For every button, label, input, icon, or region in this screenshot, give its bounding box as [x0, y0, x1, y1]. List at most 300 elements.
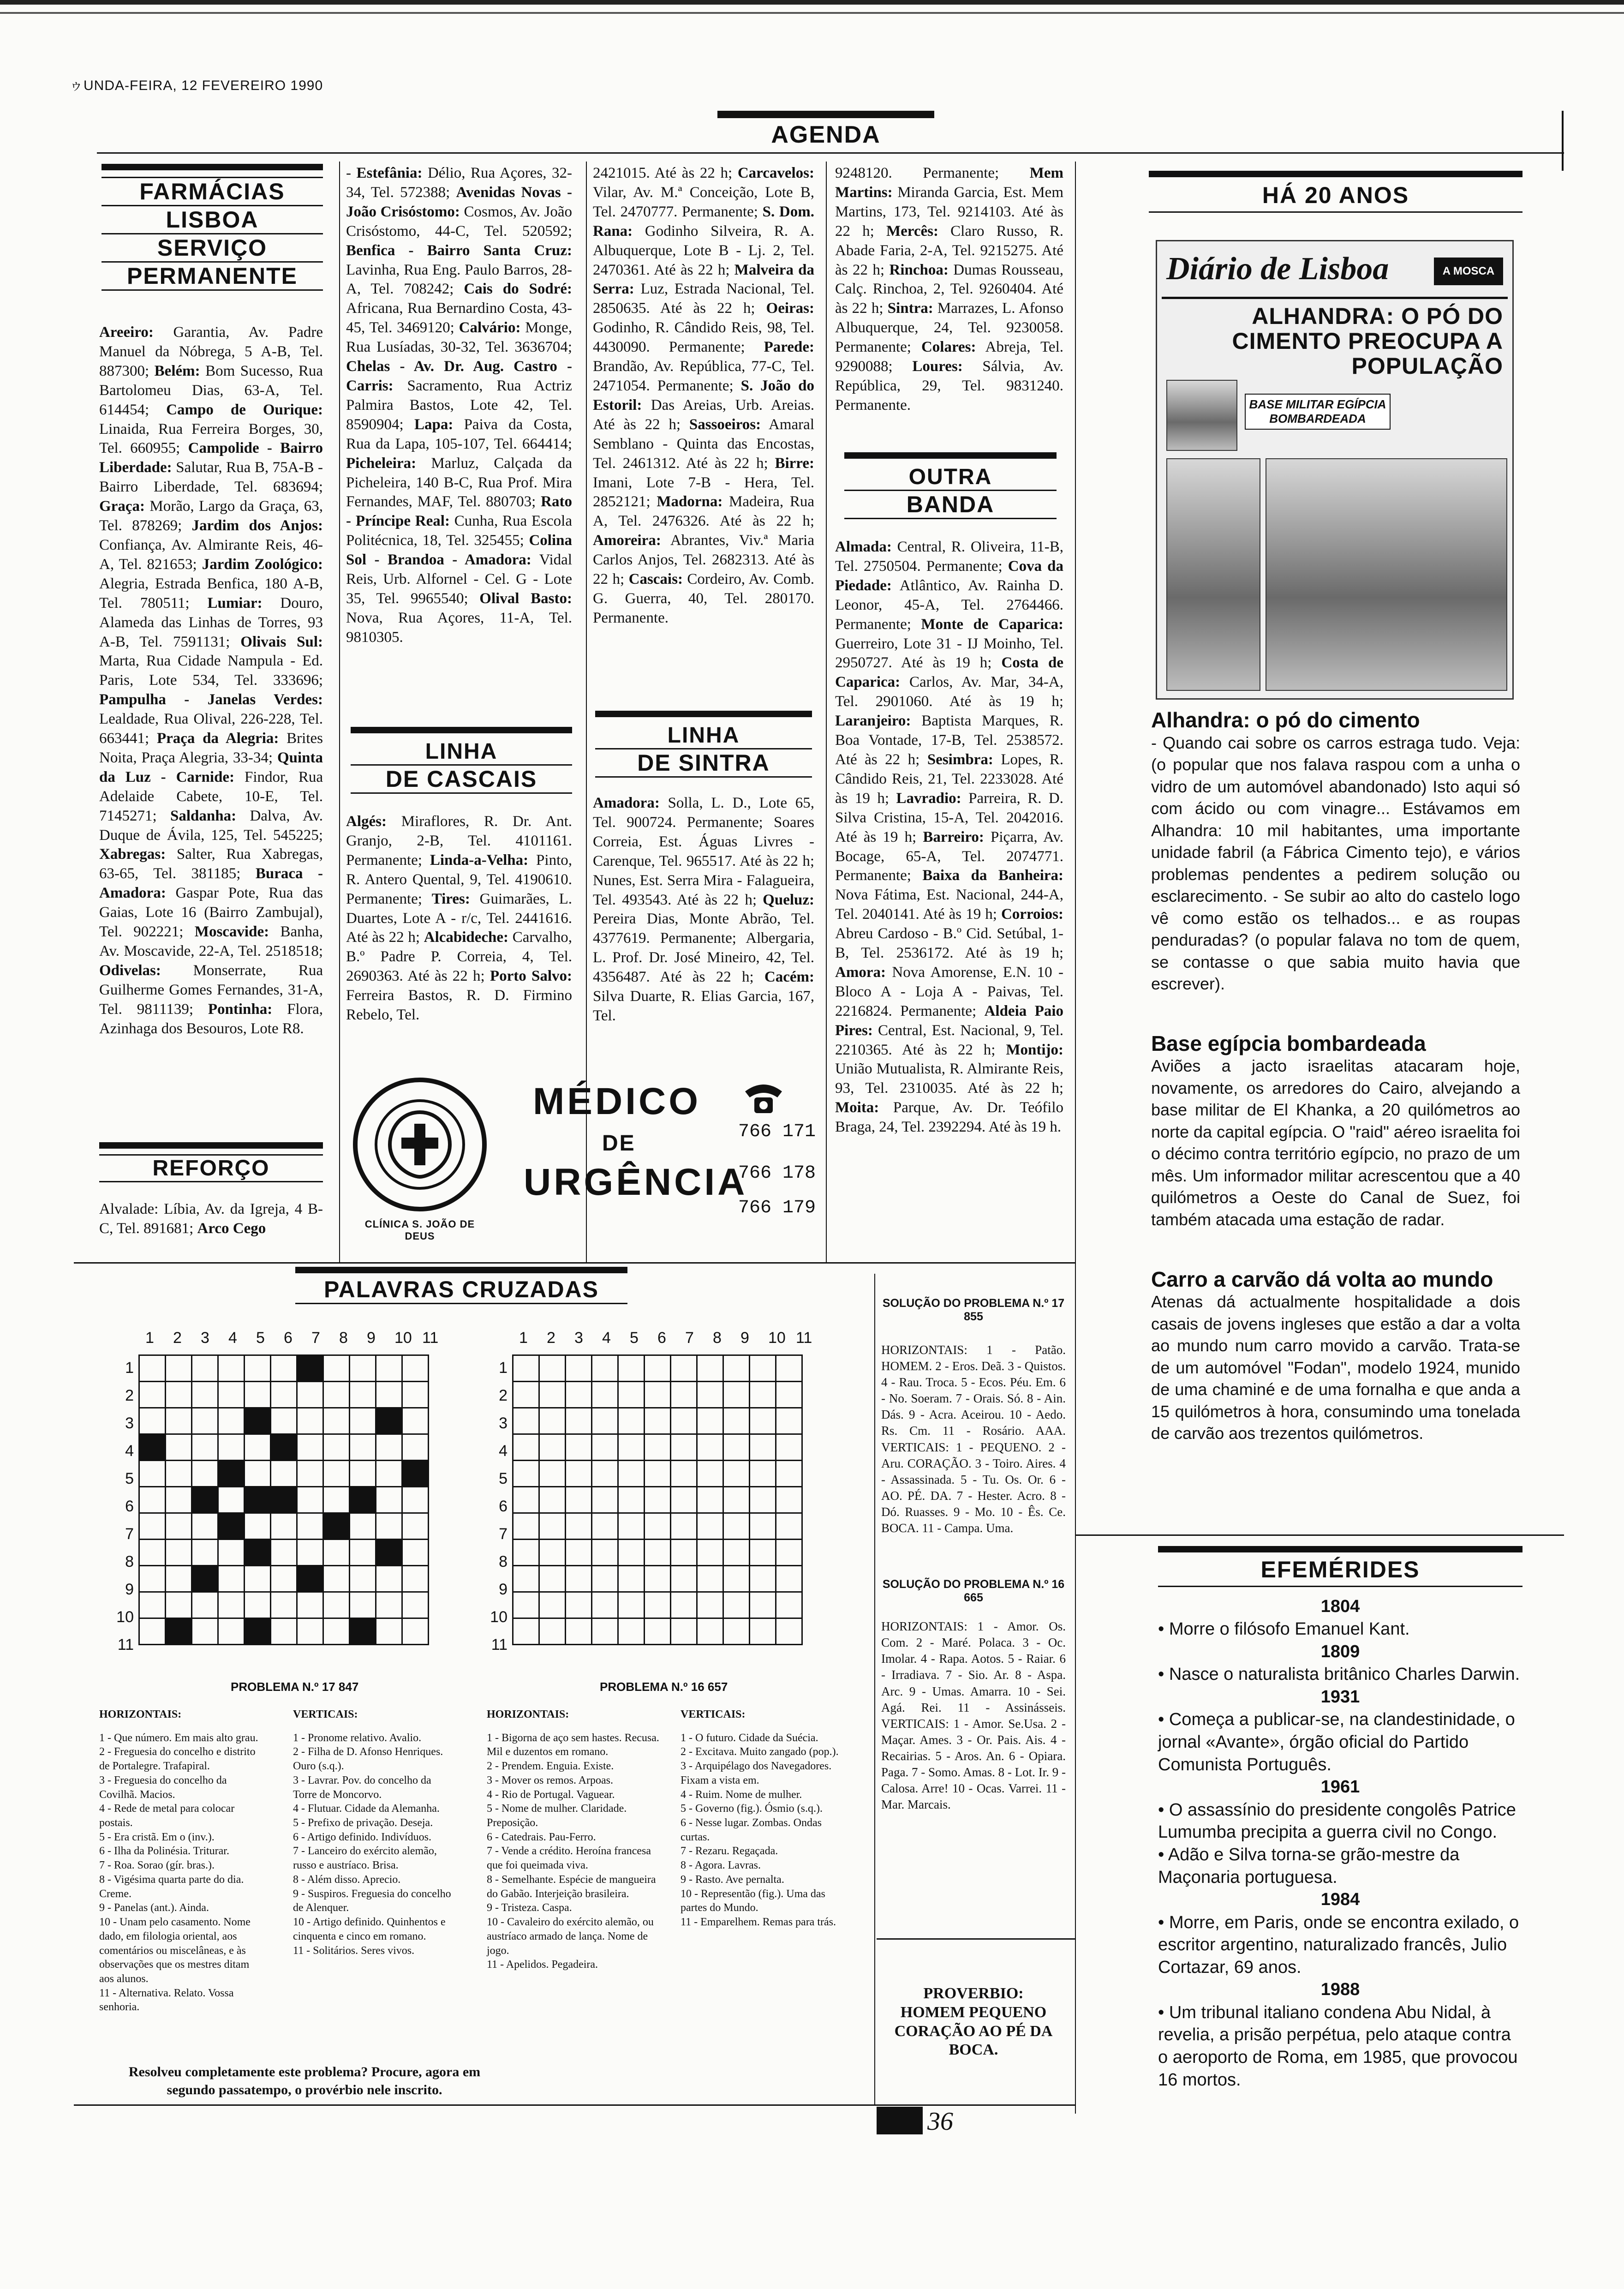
grid-cell[interactable]: [723, 1461, 750, 1487]
grid-cell[interactable]: [350, 1592, 376, 1618]
grid-cell[interactable]: [323, 1382, 350, 1408]
grid-cell[interactable]: [592, 1592, 618, 1618]
clinica-logo-text: CLÍNICA S. JOÃO DE DEUS: [364, 1218, 475, 1242]
grid-cell[interactable]: [192, 1540, 218, 1566]
grid-cell[interactable]: [697, 1566, 723, 1592]
grid-cell[interactable]: [750, 1540, 776, 1566]
farmacias-col2: - Estefânia: Délio, Rua Açores, 32-34, Tel. 572388; Avenidas Novas - João Crisóstomo: Cosmos, Av. João Crisóstomo, 44-C, Tel. 520592; Benfica - Bairro Santa Cruz: Lavinha, Rua Eng. Paulo Barros, 28-A, Tel. 708242; Cais do Sodré: Africana, Rua Bernardino Costa, 43-45, Tel. 3469120; Calvário: Monge, Rua Lusíadas, 30-32, Tel. 3636704; Chelas - Av. Dr. Aug. Castro - Carris: Sacramento, Rua Actriz Palmira Bastos, Lote 42, Tel. 8590904; Lapa: Paiva da Costa, Rua da Lapa, 105-107, Tel. 664414; Picheleira: Marluz, Calçada da Picheleira, 140 B-C, Rua Prof. Mira Fernandes, MAF, Tel. 880703; Rato - Príncipe Real: Cunha, Rua Escola Politécnica, 18, Tel. 325455; Colina Sol - Brandoa - Amadora: Vidal Reis, Urb. Alfornel - Cel. G - Lote 35, Tel. 9965540; Olival Basto: Nova, Rua Açores, 11-A, Tel. 9810305.: [346, 165, 572, 646]
grid-cell[interactable]: [671, 1382, 697, 1408]
grid-cell[interactable]: [218, 1487, 245, 1513]
grid-cell[interactable]: [218, 1382, 245, 1408]
grid-cell[interactable]: [645, 1592, 671, 1618]
grid-row-number: 8: [125, 1553, 134, 1570]
grid-cell[interactable]: [139, 1618, 166, 1645]
efemeride-item: • Morre o filósofo Emanuel Kant.: [1158, 1619, 1410, 1639]
bottom-rule: [74, 2104, 1075, 2106]
efemeride-item: • Nasce o naturalista britânico Charles Darwin.: [1158, 1665, 1520, 1684]
grid-cell[interactable]: [671, 1434, 697, 1461]
grid-cell[interactable]: [192, 1382, 218, 1408]
grid-cell[interactable]: [776, 1382, 802, 1408]
col-sep-3: [826, 162, 827, 1262]
grid-cell[interactable]: [139, 1355, 166, 1382]
grid-col-number: 6: [657, 1329, 666, 1347]
clues-p2-horizontal: HORIZONTAIS: 1 - Bigorna de aço sem hastes. Recusa. Mil e duzentos em romano. 2 - Prendem. Enguia. Existe. 3 - Mover os remos. Arpoas. 4 - Rio de Portugal. Vaguear. 5 - Nome de mulher. Claridade. Preposição. 6 - Catedrais. Pau-Ferro. 7 - Vende a crédito. Heroína francesa que foi queimada viva. 8 - Semelhante. Espécie de mangueira do Gabão. Interjeição brasileira. 9 - Tristeza. Caspa. 10 - Cavaleiro do exército alemão, ou austríaco armado de lança. Nome de jogo. 11 - Apelidos. Pegadeira.: [487, 1708, 659, 1971]
grid-cell[interactable]: [376, 1434, 402, 1461]
efemeride-item: • O assassínio do presidente congolês Patrice Lumumba precipita a guerra civil no Congo.: [1158, 1800, 1516, 1842]
grid-cell[interactable]: [592, 1382, 618, 1408]
grid-row: [139, 1487, 429, 1513]
grid-cell[interactable]: [513, 1434, 539, 1461]
grid-row: [139, 1540, 429, 1566]
grid-cell[interactable]: [697, 1461, 723, 1487]
grid-cell[interactable]: [297, 1382, 323, 1408]
grid-cell[interactable]: [697, 1592, 723, 1618]
grid-cell[interactable]: [539, 1566, 566, 1592]
efemeride-year: 1931: [1320, 1687, 1360, 1707]
grid-cell[interactable]: [192, 1618, 218, 1645]
grid-cell[interactable]: [592, 1513, 618, 1540]
grid-cell[interactable]: [218, 1355, 245, 1382]
grid-cell[interactable]: [671, 1618, 697, 1645]
efemeride-item: • Um tribunal italiano condena Abu Nidal, à revelia, a prisão perpétua, pelo ataque contra o aeroporto de Roma, em 1985, que provocou 16 mortos.: [1158, 2002, 1518, 2090]
grid-cell[interactable]: [539, 1355, 566, 1382]
grid-cell[interactable]: [618, 1434, 645, 1461]
grid-cell[interactable]: [671, 1513, 697, 1540]
grid-cell[interactable]: [376, 1461, 402, 1487]
grid-cell[interactable]: [539, 1618, 566, 1645]
grid-cell[interactable]: [566, 1461, 592, 1487]
grid-cell[interactable]: [323, 1618, 350, 1645]
grid-cell[interactable]: [271, 1592, 297, 1618]
grid-col-number: 5: [630, 1329, 639, 1347]
grid-cell[interactable]: [566, 1566, 592, 1592]
grid-cell[interactable]: [323, 1434, 350, 1461]
grid-cell[interactable]: [297, 1487, 323, 1513]
grid-cell[interactable]: [245, 1461, 271, 1487]
grid-cell[interactable]: [166, 1382, 192, 1408]
grid-cell[interactable]: [271, 1461, 297, 1487]
grid-cell[interactable]: [618, 1355, 645, 1382]
newspaper-tag: A MOSCA: [1434, 258, 1503, 285]
grid-cell[interactable]: [297, 1434, 323, 1461]
grid-col-number: 10: [394, 1329, 412, 1347]
grid-cell[interactable]: [671, 1408, 697, 1434]
grid-cell[interactable]: [723, 1592, 750, 1618]
grid-row-number: 4: [125, 1442, 134, 1460]
grid-cell[interactable]: [566, 1592, 592, 1618]
grid-cell[interactable]: [671, 1355, 697, 1382]
grid-cell[interactable]: [376, 1487, 402, 1513]
grid-row: [513, 1487, 802, 1513]
grid-cell[interactable]: [618, 1408, 645, 1434]
heading-efemerides: EFEMÉRIDES: [1260, 1557, 1420, 1582]
grid-cell[interactable]: [402, 1540, 429, 1566]
grid-cell[interactable]: [350, 1434, 376, 1461]
grid-cell[interactable]: [297, 1540, 323, 1566]
article-body: Aviões a jacto israelitas atacaram hoje, novamente, os arredores do Cairo, alvejando a base militar de El Khanka, a 20 quilómetros ao norte da capital egípcia. O "raid" aéreo israelita foi o décimo contra território egípcio, no prazo de um mês. Um informador militar acrescentou que a 40 quilómetros a Oeste do Canal de Suez, foi também atacada uma estação de radar.: [1151, 1056, 1520, 1229]
grid-cell[interactable]: [376, 1566, 402, 1592]
grid-cell[interactable]: [592, 1540, 618, 1566]
grid-cell[interactable]: [750, 1487, 776, 1513]
grid-cell[interactable]: [218, 1566, 245, 1592]
clues-p2-vertical: VERTICAIS: 1 - O futuro. Cidade da Suécia. 2 - Excitava. Muito zangado (pop.). 3 - Arquipélago dos Navegadores. Fixam a vista em. 4 - Ruim. Nome de mulher. 5 - Governo (fig.). Ósmio (s.q.). 6 - Nesse lugar. Zombas. Ondas curtas. 7 - Rezaru. Regaçada. 8 - Agora. Lavras. 9 - Rasto. Ave pernalta. 10 - Representão (fig.). Uma das partes do Mundo. 11 - Emparelhem. Remas para trás.: [681, 1708, 839, 1929]
grid-cell[interactable]: [297, 1618, 323, 1645]
grid-cell[interactable]: [513, 1487, 539, 1513]
heading-linha-sintra-1: LINHA: [667, 723, 740, 748]
grid-cell[interactable]: [350, 1408, 376, 1434]
grid-cell[interactable]: [566, 1408, 592, 1434]
grid-cell[interactable]: [350, 1566, 376, 1592]
agenda-title: AGENDA: [771, 121, 881, 148]
grid-cell[interactable]: [723, 1566, 750, 1592]
grid-cell[interactable]: [139, 1408, 166, 1434]
grid-cell[interactable]: [723, 1540, 750, 1566]
grid-cell[interactable]: [350, 1513, 376, 1540]
grid-cell[interactable]: [776, 1461, 802, 1487]
grid-cell[interactable]: [645, 1434, 671, 1461]
grid-cell[interactable]: [592, 1355, 618, 1382]
grid-cell[interactable]: [402, 1434, 429, 1461]
grid-cell[interactable]: [723, 1513, 750, 1540]
grid-cell[interactable]: [376, 1618, 402, 1645]
grid-cell[interactable]: [350, 1355, 376, 1382]
grid-cell[interactable]: [776, 1355, 802, 1382]
grid-row: [139, 1382, 429, 1408]
medico-phone-1: 766 171: [738, 1121, 816, 1142]
grid-cell[interactable]: [645, 1408, 671, 1434]
grid-cell[interactable]: [776, 1592, 802, 1618]
grid-cell[interactable]: [645, 1487, 671, 1513]
grid-row-number: 4: [499, 1442, 508, 1460]
grid-cell[interactable]: [750, 1566, 776, 1592]
grid-cell[interactable]: [723, 1408, 750, 1434]
medico-phone-2: 766 178: [738, 1163, 816, 1184]
grid-row: [139, 1434, 429, 1461]
grid-row: [139, 1592, 429, 1618]
grid-cell[interactable]: [192, 1434, 218, 1461]
problem-2-label: PROBLEMA N.º 16 657: [600, 1680, 728, 1694]
grid-cell[interactable]: [166, 1487, 192, 1513]
grid-cell[interactable]: [750, 1408, 776, 1434]
grid-cell[interactable]: [402, 1408, 429, 1434]
grid-cell[interactable]: [671, 1540, 697, 1566]
grid-black-cell: [218, 1461, 245, 1487]
grid-cell[interactable]: [402, 1382, 429, 1408]
grid-cell[interactable]: [697, 1540, 723, 1566]
grid-cell[interactable]: [645, 1461, 671, 1487]
grid-cell[interactable]: [218, 1592, 245, 1618]
grid-cell[interactable]: [539, 1434, 566, 1461]
sintra-header: [595, 711, 812, 778]
grid-cell[interactable]: [271, 1618, 297, 1645]
grid-cell[interactable]: [645, 1566, 671, 1592]
grid-cell[interactable]: [618, 1566, 645, 1592]
agenda-bar: [717, 111, 934, 118]
grid-cell[interactable]: [139, 1566, 166, 1592]
grid-cell[interactable]: [566, 1382, 592, 1408]
grid-cell[interactable]: [323, 1487, 350, 1513]
grid-cell[interactable]: [323, 1592, 350, 1618]
telephone-icon: [743, 1080, 784, 1117]
grid-cell[interactable]: [402, 1513, 429, 1540]
grid-cell[interactable]: [350, 1461, 376, 1487]
grid-col-number: 3: [201, 1329, 209, 1347]
grid-row-number: 1: [125, 1359, 134, 1377]
grid-cell[interactable]: [513, 1566, 539, 1592]
grid-col-number: 6: [284, 1329, 293, 1347]
grid-cell[interactable]: [271, 1513, 297, 1540]
cascais-header: [351, 727, 572, 794]
grid-black-cell: [139, 1434, 166, 1461]
grid-cell[interactable]: [245, 1355, 271, 1382]
heading-lisboa: LISBOA: [102, 206, 323, 234]
grid-cell[interactable]: [376, 1355, 402, 1382]
heading-reforco: REFORÇO: [99, 1154, 323, 1182]
grid-black-cell: [297, 1355, 323, 1382]
grid-cell[interactable]: [723, 1487, 750, 1513]
grid-cell[interactable]: [323, 1408, 350, 1434]
grid-cell[interactable]: [139, 1487, 166, 1513]
grid-cell[interactable]: [513, 1618, 539, 1645]
grid-row: [139, 1566, 429, 1592]
grid-cell[interactable]: [166, 1408, 192, 1434]
grid-row-number: 5: [499, 1470, 508, 1487]
clues-p1-vertical: VERTICAIS: 1 - Pronome relativo. Avalio. 2 - Filha de D. Afonso Henriques. Ouro (s.q.). 3 - Lavrar. Pov. do concelho da Torre de Moncorvo. 4 - Flutuar. Cidade da Alemanha. 5 - Prefixo de privação. Deseja. 6 - Artigo definido. Indivíduos. 7 - Lanceiro do exército alemão, russo e austríaco. Brisa. 8 - Além disso. Aprecio. 9 - Suspiros. Freguesia do concelho de Alenquer. 10 - Artigo definido. Quinhentos e cinquenta e cinco em romano. 11 - Solitários. Seres vivos.: [293, 1708, 451, 1957]
grid-cell[interactable]: [139, 1382, 166, 1408]
cascais-text: Algés: Miraflores, R. Dr. Ant. Granjo, 2-B, Tel. 4101161. Permanente; Linda-a-Velha: Pinto, R. Antero Quental, 9, Tel. 4190610. Permanente; Tires: Guimarães, L. Duartes, Lote A - r/c, Tel. 2441616. Até às 22 h; Alcabideche: Carvalho, B.º Padre P. Correia, 4, Tel. 2690363. Até às 22 h; Porto Salvo: Ferreira Bastos, R. D. Firmino Rebelo, Tel.: [346, 813, 572, 1024]
grid-cell[interactable]: [297, 1592, 323, 1618]
grid-cell[interactable]: [645, 1355, 671, 1382]
grid-cell[interactable]: [566, 1540, 592, 1566]
grid-row-number: 6: [499, 1498, 508, 1515]
grid-cell[interactable]: [323, 1566, 350, 1592]
grid-cell[interactable]: [402, 1566, 429, 1592]
grid-cell[interactable]: [539, 1408, 566, 1434]
grid-cell[interactable]: [402, 1487, 429, 1513]
solution-2-text: HORIZONTAIS: 1 - Amor. Os. Com. 2 - Maré. Polaca. 3 - Oc. Imolar. 4 - Rapa. Aotos. 5 - Raiar. 6 - Irradiava. 7 - Sio. Ar. 8 - Aspa. Arc. 9 - Umas. Amarra. 10 - Sei. Agá. Rei. 11 - Assinásseis. VERTICAIS: 1 - Amor. Se.Usa. 2 - Maçar. Ames. 3 - Or. Pais. Ais. 4 - Recairias. 5 - Aros. An. 6 - Opiara. Paga. 7 - Somo. Amas. 8 - Lot. Ir. 9 - Calosa. Arre! 10 - Ocas. Varrei. 11 - Mar. Marcais.: [881, 1619, 1066, 1812]
grid-cell[interactable]: [402, 1592, 429, 1618]
grid-cell[interactable]: [750, 1618, 776, 1645]
grid-cell[interactable]: [776, 1487, 802, 1513]
grid-cell[interactable]: [513, 1382, 539, 1408]
grid-black-cell: [218, 1513, 245, 1540]
grid-cell[interactable]: [297, 1513, 323, 1540]
grid-col-number: 9: [367, 1329, 376, 1347]
grid-cell[interactable]: [218, 1618, 245, 1645]
grid-row-number: 11: [117, 1636, 134, 1654]
grid-cell[interactable]: [192, 1461, 218, 1487]
grid-cell[interactable]: [592, 1461, 618, 1487]
grid-cell[interactable]: [192, 1355, 218, 1382]
grid-cell[interactable]: [750, 1592, 776, 1618]
grid-cell[interactable]: [539, 1513, 566, 1540]
heading-linha-sintra-2: DE SINTRA: [595, 748, 812, 778]
grid-cell[interactable]: [402, 1355, 429, 1382]
grid-cell[interactable]: [645, 1513, 671, 1540]
grid-cell[interactable]: [539, 1461, 566, 1487]
grid-cell[interactable]: [376, 1592, 402, 1618]
grid-cell[interactable]: [166, 1434, 192, 1461]
grid-cell[interactable]: [618, 1513, 645, 1540]
clues-p1-horizontal: HORIZONTAIS: 1 - Que número. Em mais alto grau. 2 - Freguesia do concelho e distrito de Portalegre. Trafapiral. 3 - Freguesia do concelho da Covilhã. Macios. 4 - Rede de metal para colocar postais. 5 - Era cristã. Em o (inv.). 6 - Ilha da Polinésia. Triturar. 7 - Roa. Sorao (gír. bras.). 8 - Vigésima quarta parte do dia. Creme. 9 - Panelas (ant.). Ainda. 10 - Unam pelo casamento. Nome dado, em filologia oriental, aos comentários ou miscelâneas, e às observações que os mestres ditam aos alunos. 11 - Alternativa. Relato. Vossa senhoria.: [99, 1708, 258, 2013]
grid-cell[interactable]: [271, 1382, 297, 1408]
grid-row: [513, 1566, 802, 1592]
grid-cell[interactable]: [323, 1355, 350, 1382]
grid-cell[interactable]: [192, 1408, 218, 1434]
grid-cell[interactable]: [723, 1355, 750, 1382]
grid-cell[interactable]: [166, 1540, 192, 1566]
grid-cell[interactable]: [592, 1408, 618, 1434]
grid-cell[interactable]: [350, 1382, 376, 1408]
grid-cell[interactable]: [245, 1566, 271, 1592]
grid-cell[interactable]: [402, 1618, 429, 1645]
grid-cell[interactable]: [566, 1434, 592, 1461]
grid-cell[interactable]: [192, 1592, 218, 1618]
grid-row: [513, 1408, 802, 1434]
grid-cell[interactable]: [323, 1540, 350, 1566]
grid-cell[interactable]: [192, 1513, 218, 1540]
grid-cell[interactable]: [592, 1566, 618, 1592]
grid-cell[interactable]: [723, 1382, 750, 1408]
grid-cell[interactable]: [750, 1382, 776, 1408]
grid-cell[interactable]: [376, 1513, 402, 1540]
heading-palavras-cruzadas: PALAVRAS CRUZADAS: [323, 1276, 599, 1302]
grid-cell[interactable]: [645, 1382, 671, 1408]
newspaper-title: Diário de Lisboa: [1166, 251, 1389, 287]
grid-row-number: 9: [125, 1581, 134, 1598]
grid-cell[interactable]: [218, 1540, 245, 1566]
grid-cell[interactable]: [323, 1461, 350, 1487]
newspaper-subheadline: BASE MILITAR EGÍPCIA BOMBARDEADA: [1245, 394, 1391, 430]
grid-cell[interactable]: [618, 1487, 645, 1513]
grid-row: [139, 1461, 429, 1487]
grid-cell[interactable]: [513, 1592, 539, 1618]
grid-cell[interactable]: [645, 1618, 671, 1645]
grid-cell[interactable]: [671, 1592, 697, 1618]
grid-cell[interactable]: [566, 1513, 592, 1540]
grid-cell[interactable]: [566, 1487, 592, 1513]
article-alhandra: [1151, 708, 1520, 995]
grid-cell[interactable]: [271, 1408, 297, 1434]
grid-cell[interactable]: [271, 1540, 297, 1566]
grid-cell[interactable]: [592, 1487, 618, 1513]
grid-col-number: 1: [145, 1329, 154, 1347]
grid-cell[interactable]: [645, 1540, 671, 1566]
grid-row: [513, 1382, 802, 1408]
grid-row: [513, 1461, 802, 1487]
grid-cell[interactable]: [539, 1592, 566, 1618]
grid-cell[interactable]: [139, 1513, 166, 1540]
grid-cell[interactable]: [139, 1461, 166, 1487]
newspaper-clipping: [1156, 240, 1514, 700]
grid-cell[interactable]: [723, 1434, 750, 1461]
grid-cell[interactable]: [539, 1487, 566, 1513]
grid-cell[interactable]: [618, 1592, 645, 1618]
grid-cell[interactable]: [750, 1355, 776, 1382]
grid-cell[interactable]: [166, 1566, 192, 1592]
grid-cell[interactable]: [776, 1408, 802, 1434]
grid-cell[interactable]: [350, 1540, 376, 1566]
grid-cell[interactable]: [245, 1382, 271, 1408]
grid-row: [513, 1355, 802, 1382]
grid-cell[interactable]: [166, 1592, 192, 1618]
grid-cell[interactable]: [776, 1618, 802, 1645]
grid-cell[interactable]: [671, 1461, 697, 1487]
grid-cell[interactable]: [618, 1618, 645, 1645]
grid-cell[interactable]: [697, 1487, 723, 1513]
grid-cell[interactable]: [750, 1513, 776, 1540]
grid-cell[interactable]: [750, 1461, 776, 1487]
grid-cell[interactable]: [697, 1513, 723, 1540]
grid-cell[interactable]: [671, 1487, 697, 1513]
grid-cell[interactable]: [592, 1434, 618, 1461]
grid-cell[interactable]: [297, 1461, 323, 1487]
grid-cell[interactable]: [697, 1618, 723, 1645]
grid-cell[interactable]: [139, 1540, 166, 1566]
grid-cell[interactable]: [776, 1434, 802, 1461]
grid-cell[interactable]: [513, 1408, 539, 1434]
grid-cell[interactable]: [297, 1408, 323, 1434]
grid-cell[interactable]: [750, 1434, 776, 1461]
grid-cell[interactable]: [566, 1355, 592, 1382]
crossword-grid-1: [138, 1354, 429, 1645]
grid-cell[interactable]: [697, 1382, 723, 1408]
grid-cell[interactable]: [776, 1513, 802, 1540]
grid-cell[interactable]: [566, 1618, 592, 1645]
grid-cell[interactable]: [245, 1592, 271, 1618]
grid-cell[interactable]: [618, 1540, 645, 1566]
grid-cell[interactable]: [513, 1355, 539, 1382]
grid-cell[interactable]: [376, 1382, 402, 1408]
efemeride-year: 1988: [1320, 1980, 1360, 2000]
grid-cell[interactable]: [592, 1618, 618, 1645]
grid-row: [513, 1513, 802, 1540]
grid-cell[interactable]: [218, 1434, 245, 1461]
grid-cell[interactable]: [723, 1618, 750, 1645]
grid-cell[interactable]: [697, 1434, 723, 1461]
grid-cell[interactable]: [539, 1382, 566, 1408]
grid-cell[interactable]: [618, 1382, 645, 1408]
grid-cell[interactable]: [513, 1513, 539, 1540]
grid-cell[interactable]: [245, 1513, 271, 1540]
newspaper-photo-left: [1166, 458, 1260, 691]
grid-cell[interactable]: [697, 1408, 723, 1434]
grid-cell[interactable]: [271, 1566, 297, 1592]
grid-cell[interactable]: [671, 1566, 697, 1592]
proverbio: PROVERBIO: HOMEM PEQUENO CORAÇÃO AO PÉ DA BOCA.: [894, 1985, 1053, 2059]
grid-cell[interactable]: [218, 1408, 245, 1434]
grid-cell[interactable]: [271, 1355, 297, 1382]
efemeride-year: 1961: [1320, 1777, 1360, 1797]
grid-cell[interactable]: [618, 1461, 645, 1487]
grid-cell[interactable]: [697, 1355, 723, 1382]
grid-cell[interactable]: [166, 1513, 192, 1540]
top-border: [0, 0, 1624, 5]
grid-row-number: 2: [125, 1387, 134, 1404]
grid-cell[interactable]: [513, 1540, 539, 1566]
article-body: Atenas dá actualmente hospitalidade a dois casais de jovens ingleses que estão a dar a volta ao mundo num carro movido a carvão. Trata-se de um automóvel "Fodan", modelo 1924, munido de uma chaminé e de uma fornalha e que anda a 15 quilómetros à hora, consumindo uma tonelada de carvão aos trezentos quilómetros.: [1151, 1292, 1520, 1443]
grid-black-cell: [271, 1434, 297, 1461]
grid-cell[interactable]: [166, 1355, 192, 1382]
grid-cell[interactable]: [539, 1540, 566, 1566]
grid-cell[interactable]: [245, 1434, 271, 1461]
grid-cell[interactable]: [776, 1540, 802, 1566]
grid-cell[interactable]: [776, 1566, 802, 1592]
grid-col-number: 11: [796, 1329, 812, 1347]
grid-cell[interactable]: [166, 1461, 192, 1487]
grid-cell[interactable]: [513, 1461, 539, 1487]
grid-cell[interactable]: [139, 1592, 166, 1618]
